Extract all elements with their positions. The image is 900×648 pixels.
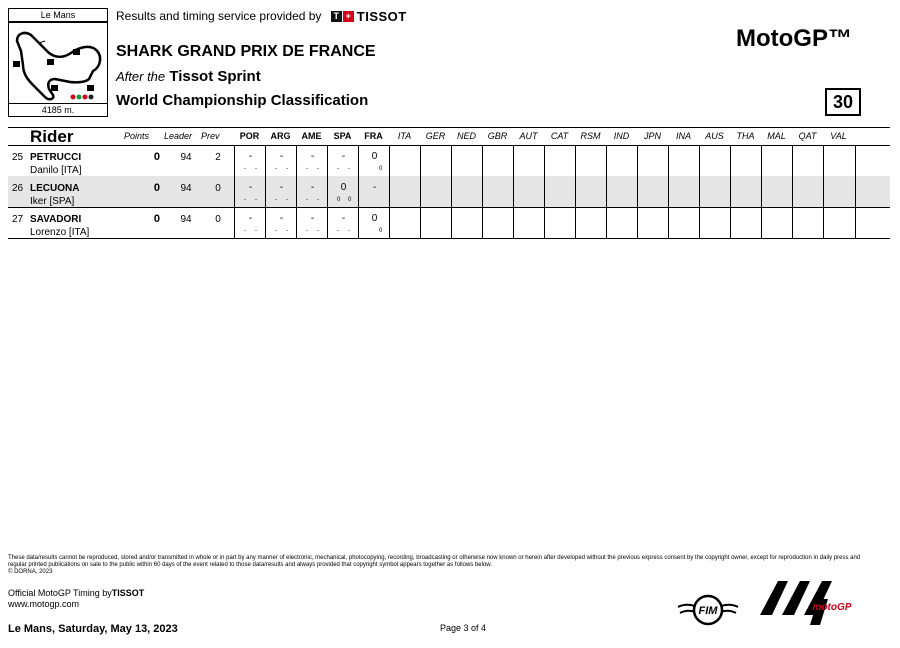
gap-to-previous: 2 <box>215 152 221 163</box>
result-cell-arg <box>265 145 297 176</box>
result-cell-rsm <box>575 176 607 207</box>
result-cell-tha <box>730 207 762 238</box>
race-points: 0 <box>379 228 383 234</box>
sprint-points: - <box>244 197 246 203</box>
header-gp-fra: FRA <box>364 131 383 141</box>
result-cell-rsm <box>575 207 607 238</box>
result-cell-ind <box>606 145 638 176</box>
race-points: - <box>348 166 350 172</box>
gp-points: - <box>310 182 315 193</box>
official-timing <box>8 588 144 610</box>
sprint-points: - <box>306 166 308 172</box>
result-cell-ame <box>296 207 328 238</box>
result-cell-gbr <box>482 207 514 238</box>
race-points: - <box>286 197 288 203</box>
rider-position: 27 <box>12 214 24 225</box>
fim-logo <box>676 593 740 627</box>
race-points: - <box>255 166 257 172</box>
header-gp-val: VAL <box>830 131 847 141</box>
result-cell-ger <box>420 176 452 207</box>
result-cell-val <box>823 207 856 238</box>
sprint-points: - <box>275 197 277 203</box>
table-row <box>8 176 890 208</box>
circuit-name: Le Mans <box>8 8 108 22</box>
gp-points: - <box>341 151 346 162</box>
motogp-brand: MotoGP™ <box>736 25 852 52</box>
race-points: 0 <box>379 166 383 172</box>
result-cell-spa <box>327 207 359 238</box>
result-cell-ame <box>296 145 328 176</box>
rider-surname: PETRUCCI <box>30 152 82 163</box>
result-cell-ina <box>668 145 700 176</box>
table-row <box>8 145 890 177</box>
sprint-points: - <box>306 228 308 234</box>
header-gp-tha: THA <box>736 131 755 141</box>
disclaimer-text: These data/results cannot be reproduced, stored and/or transmitted in whole or in part by any manner of electronic, mechanical, photocopying, recording, broadcasting or otherwise now known or herein after developed without the previous express consent by the copyright owner, except for reproduction in daily press and regular printed publications on sale to the public within 60 days of the event related to those data/results and always provided that copyright symbol appears together as follows below. <box>8 555 861 568</box>
result-cell-ame <box>296 176 328 207</box>
rider-surname: LECUONA <box>30 183 80 194</box>
result-cell-cat <box>544 207 576 238</box>
header-gp-cat: CAT <box>550 131 569 141</box>
sprint-points: - <box>244 228 246 234</box>
header-gp-qat: QAT <box>798 131 817 141</box>
sprint-points: 0 <box>337 197 341 203</box>
disclaimer <box>8 555 868 576</box>
header-gp-spa: SPA <box>333 131 352 141</box>
result-cell-qat <box>792 207 824 238</box>
page-number: Page 3 of 4 <box>440 623 487 633</box>
sprint-points: - <box>275 166 277 172</box>
rider-firstname: Danilo [ITA] <box>30 165 82 176</box>
result-cell-fra <box>358 176 390 207</box>
header-gp-gbr: GBR <box>487 131 508 141</box>
table-header <box>8 127 890 146</box>
circuit-info <box>8 8 108 115</box>
gap-to-previous: 0 <box>215 183 221 194</box>
result-cell-ita <box>389 176 421 207</box>
race-points: - <box>317 228 319 234</box>
race-points: - <box>317 197 319 203</box>
header-gp-aus: AUS <box>705 131 724 141</box>
header-gp-ita: ITA <box>397 131 412 141</box>
result-cell-aut <box>513 145 545 176</box>
header-points: Points <box>124 131 150 141</box>
gp-points: 0 <box>371 151 378 162</box>
sprint-points: - <box>337 166 339 172</box>
result-cell-fra <box>358 207 390 238</box>
race-points: - <box>255 228 257 234</box>
result-cell-por <box>234 145 266 176</box>
result-cell-aus <box>699 176 731 207</box>
header-gp-ned: NED <box>456 131 476 141</box>
result-cell-qat <box>792 145 824 176</box>
gp-points: - <box>341 213 346 224</box>
result-cell-ger <box>420 207 452 238</box>
tissot-t-icon: T <box>331 11 342 22</box>
rider-position: 26 <box>12 183 24 194</box>
race-points: - <box>255 197 257 203</box>
gp-points: - <box>372 182 377 193</box>
race-points: - <box>286 166 288 172</box>
timing-brand: TISSOT <box>111 588 145 598</box>
result-cell-ita <box>389 207 421 238</box>
gp-points: - <box>310 151 315 162</box>
header-gp-ina: INA <box>675 131 691 141</box>
result-cell-ina <box>668 176 700 207</box>
header-gp-arg: ARG <box>270 131 291 141</box>
gp-points: - <box>248 182 253 193</box>
result-cell-spa <box>327 145 359 176</box>
result-cell-ned <box>451 145 483 176</box>
gp-points: - <box>310 213 315 224</box>
page-code-box: 30 <box>825 88 861 116</box>
result-cell-aut <box>513 176 545 207</box>
classification-title: World Championship Classification <box>116 92 369 109</box>
race-points: - <box>317 166 319 172</box>
result-cell-gbr <box>482 176 514 207</box>
result-cell-jpn <box>637 207 669 238</box>
result-cell-spa <box>327 176 359 207</box>
session-prefix: After the <box>116 69 166 84</box>
svg-text:FIM: FIM <box>698 605 718 617</box>
result-cell-tha <box>730 176 762 207</box>
header-gp-ame: AME <box>301 131 322 141</box>
gp-points: 0 <box>371 213 378 224</box>
result-cell-por <box>234 207 266 238</box>
result-cell-jpn <box>637 176 669 207</box>
table-row <box>8 207 890 239</box>
result-cell-mal <box>761 145 793 176</box>
website: www.motogp.com <box>8 599 80 609</box>
tissot-logo: T + TISSOT <box>331 9 407 24</box>
result-cell-cat <box>544 145 576 176</box>
gp-points: 0 <box>340 182 347 193</box>
session-line <box>116 68 261 85</box>
sprint-points: - <box>275 228 277 234</box>
header-gp-ger: GER <box>425 131 446 141</box>
gap-to-leader: 94 <box>180 152 192 163</box>
result-cell-ind <box>606 176 638 207</box>
result-cell-val <box>823 145 856 176</box>
result-cell-ned <box>451 176 483 207</box>
rider-position: 25 <box>12 152 24 163</box>
header-prev: Prev <box>201 131 220 141</box>
result-cell-mal <box>761 207 793 238</box>
copyright: © DORNA, 2023 <box>8 569 53 575</box>
result-cell-rsm <box>575 145 607 176</box>
gap-to-previous: 0 <box>215 214 221 225</box>
motogp-logo <box>756 575 860 631</box>
result-cell-fra <box>358 145 390 176</box>
track-map-image <box>8 22 108 104</box>
result-cell-gbr <box>482 145 514 176</box>
gp-points: - <box>279 213 284 224</box>
race-points: - <box>348 228 350 234</box>
provider-text: Results and timing service provided by <box>116 9 322 23</box>
rider-firstname: Iker [SPA] <box>30 196 75 207</box>
race-points: - <box>286 228 288 234</box>
sprint-points: - <box>337 228 339 234</box>
result-cell-qat <box>792 176 824 207</box>
timing-provider-line <box>116 9 407 24</box>
header-gp-jpn: JPN <box>643 131 661 141</box>
svg-text:motoGP: motoGP <box>812 602 852 613</box>
result-cell-ned <box>451 207 483 238</box>
header-leader: Leader <box>164 131 193 141</box>
rider-points: 0 <box>153 151 160 163</box>
gp-points: - <box>279 182 284 193</box>
result-cell-val <box>823 176 856 207</box>
result-cell-por <box>234 176 266 207</box>
header-gp-aut: AUT <box>519 131 538 141</box>
rider-points: 0 <box>153 213 160 225</box>
result-cell-ind <box>606 207 638 238</box>
rider-firstname: Lorenzo [ITA] <box>30 227 90 238</box>
result-cell-cat <box>544 176 576 207</box>
result-cell-jpn <box>637 145 669 176</box>
result-cell-arg <box>265 207 297 238</box>
result-cell-ger <box>420 145 452 176</box>
gp-points: - <box>248 213 253 224</box>
gap-to-leader: 94 <box>180 214 192 225</box>
swiss-cross-icon: + <box>343 11 354 22</box>
result-cell-ita <box>389 145 421 176</box>
result-cell-mal <box>761 176 793 207</box>
session-name: Tissot Sprint <box>169 68 261 85</box>
result-cell-arg <box>265 176 297 207</box>
header-gp-rsm: RSM <box>580 131 601 141</box>
gap-to-leader: 94 <box>180 183 192 194</box>
result-cell-ina <box>668 207 700 238</box>
gp-points: - <box>248 151 253 162</box>
result-cell-aus <box>699 207 731 238</box>
result-cell-tha <box>730 145 762 176</box>
header-gp-mal: MAL <box>767 131 786 141</box>
rider-points: 0 <box>153 182 160 194</box>
header-gp-ind: IND <box>613 131 630 141</box>
gp-points: - <box>279 151 284 162</box>
timing-prefix: Official MotoGP Timing by <box>8 588 112 598</box>
header-rider: Rider <box>30 127 74 146</box>
header-gp-por: POR <box>239 131 260 141</box>
sprint-points: - <box>244 166 246 172</box>
result-cell-aus <box>699 145 731 176</box>
footer-date: Le Mans, Saturday, May 13, 2023 <box>8 623 178 635</box>
sprint-points: - <box>306 197 308 203</box>
result-cell-aut <box>513 207 545 238</box>
race-points: 0 <box>348 197 352 203</box>
circuit-length: 4185 m. <box>8 103 108 117</box>
rider-surname: SAVADORI <box>30 214 82 225</box>
event-title: SHARK GRAND PRIX DE FRANCE <box>116 43 376 60</box>
